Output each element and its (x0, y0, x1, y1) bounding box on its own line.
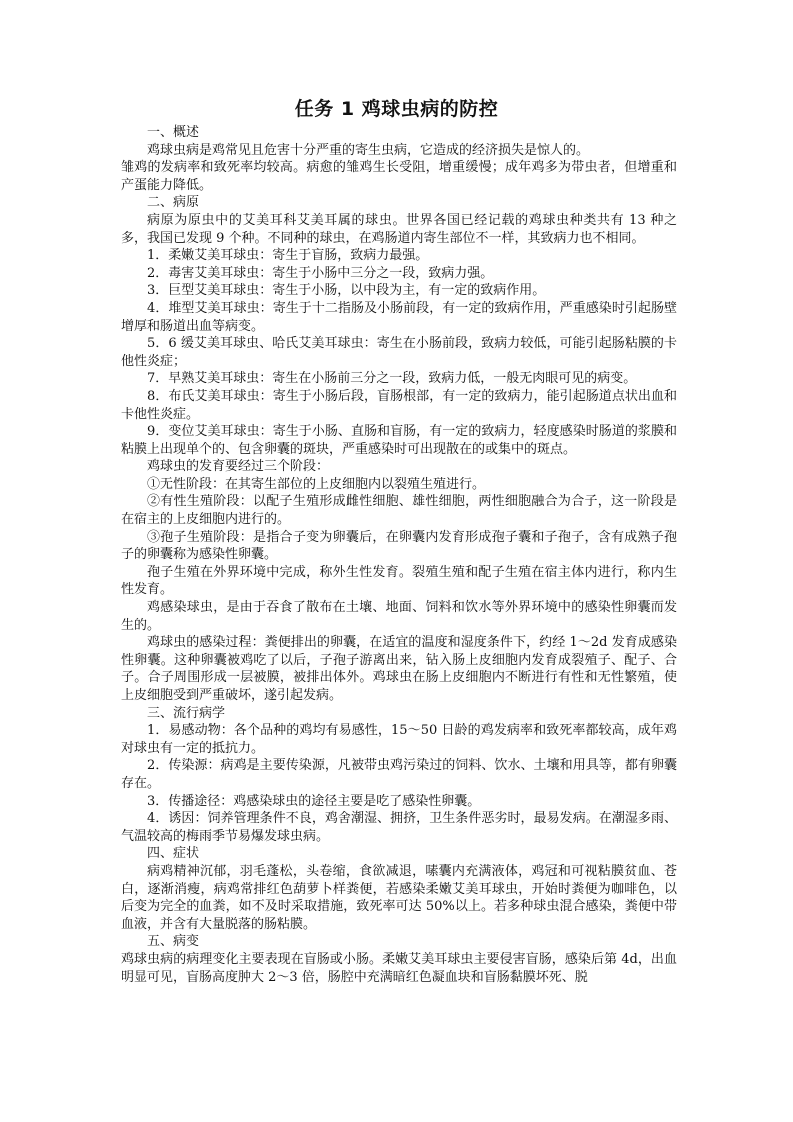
paragraph: 9．变位艾美耳球虫：寄生于小肠、直肠和盲肠，有一定的致病力，轻度感染时肠道的浆膜和粘膜上出现单个的、包含卵囊的斑块，严重感染时可出现散在的或集中的斑点。 (121, 424, 677, 457)
paragraph: ③孢子生殖阶段：是指合子变为卵囊后，在卵囊内发育形成孢子囊和子孢子，含有成熟子孢子的卵囊称为感染性卵囊。 (121, 529, 677, 563)
paragraph: 孢子生殖在外界环境中完成，称外生性发育。裂殖生殖和配子生殖在宿主体内进行，称内生性发育。 (121, 564, 677, 598)
paragraph: 8．布氏艾美耳球虫：寄生于小肠后段，盲肠根部，有一定的致病力，能引起肠道点状出血和卡他性炎症。 (121, 388, 677, 422)
section-heading: 四、症状 (147, 846, 200, 862)
paragraph: 1．柔嫩艾美耳球虫：寄生于盲肠，致病力最强。 (147, 248, 429, 264)
paragraph: 鸡感染球虫，是由于吞食了散布在土壤、地面、饲料和饮水等外界环境中的感染性卵囊而发生的。 (121, 600, 677, 633)
paragraph: 2．毒害艾美耳球虫：寄生于小肠中三分之一段，致病力强。 (147, 265, 494, 281)
document-body (121, 124, 677, 986)
document-title: 任务 1 鸡球虫病的防控 (294, 98, 499, 120)
paragraph: 4．诱因：饲养管理条件不良，鸡舍潮湿、拥挤，卫生条件恶劣时，最易发病。在潮湿多雨、气温较高的梅雨季节易爆发球虫病。 (121, 811, 677, 844)
section-heading: 一、概述 (147, 125, 200, 140)
paragraph: ①无性阶段：在其寄生部位的上皮细胞内以裂殖生殖进行。 (147, 476, 486, 492)
section-heading: 五、病变 (147, 934, 200, 950)
paragraph: 3．巨型艾美耳球虫：寄生于小肠，以中段为主，有一定的致病作用。 (147, 283, 546, 299)
paragraph: 病鸡精神沉郁，羽毛蓬松，头卷缩，食欲减退，嗉囊内充满液体，鸡冠和可视粘膜贫血、苍白，逐渐消瘦，病鸡常排红色葫萝卜样粪便，若感染柔嫩艾美耳球虫，开始时粪便为咖啡色，以后变为完全的血粪，如不及时采取措施，致死率可达 50%以上。若多种球虫混合感染，粪便中带血液，并含有大量脱落的肠粘膜。 (121, 863, 677, 932)
paragraph: 鸡球虫病的病理变化主要表现在盲肠或小肠。柔嫩艾美耳球虫主要侵害盲肠，感染后第 4d，出血明显可见，盲肠高度肿大 2～3 倍，肠腔中充满暗红色凝血块和盲肠黏膜坏死、脱 (121, 951, 677, 985)
paragraph: 2．传染源：病鸡是主要传染源，凡被带虫鸡污染过的饲料、饮水、土壤和用具等，都有卵囊存在。 (121, 758, 677, 791)
paragraph: 病原为原虫中的艾美耳科艾美耳属的球虫。世界各国已经记载的鸡球虫种类共有 13 种之多，我国已发现 9 个种。不同种的球虫，在鸡肠道内寄生部位不一样，其致病力也不相同。 (121, 212, 677, 246)
section-heading: 三、流行病学 (147, 705, 226, 721)
paragraph: ②有性生殖阶段：以配子生殖形成雌性细胞、雄性细胞，两性细胞融合为合子，这一阶段是在宿主的上皮细胞内进行的。 (121, 494, 677, 528)
paragraph: 5．6 缓艾美耳球虫、哈氏艾美耳球虫：寄生在小肠前段，致病力较低，可能引起肠粘膜的卡他性炎症； (121, 336, 677, 369)
paragraph: 鸡球虫的感染过程：粪便排出的卵囊，在适宜的温度和湿度条件下，约经 1～2d 发育成感染性卵囊。这种卵囊被鸡吃了以后，子孢子游离出来，钻入肠上皮细胞内发育成裂殖子、配子、合子。合子周围形成一层被膜，被排出体外。鸡球虫在肠上皮细胞内不断进行有性和无性繁殖，使上皮细胞受到严重破坏，遂引起发病。 (121, 635, 677, 703)
paragraph: 7．早熟艾美耳球虫：寄生在小肠前三分之一段，致病力低，一般无肉眼可见的病变。 (147, 371, 637, 387)
paragraph: 鸡球虫病是鸡常见且危害十分严重的寄生虫病，它造成的经济损失是惊人的。 (147, 142, 590, 158)
paragraph: 3．传播途径：鸡感染球虫的途径主要是吃了感染性卵囊。 (147, 793, 481, 809)
paragraph: 鸡球虫的发育要经过三个阶段： (147, 459, 330, 475)
paragraph: 雏鸡的发病率和致死率均较高。病愈的雏鸡生长受阻，增重缓慢；成年鸡多为带虫者，但增重和产蛋能力降低。 (121, 160, 677, 193)
section-heading: 二、病原 (147, 195, 200, 211)
paragraph: 4．堆型艾美耳球虫：寄生于十二指肠及小肠前段，有一定的致病作用，严重感染时引起肠壁增厚和肠道出血等病变。 (121, 300, 677, 334)
paragraph: 1．易感动物：各个品种的鸡均有易感性，15～50 日龄的鸡发病率和致死率都较高，成年鸡对球虫有一定的抵抗力。 (121, 723, 677, 756)
